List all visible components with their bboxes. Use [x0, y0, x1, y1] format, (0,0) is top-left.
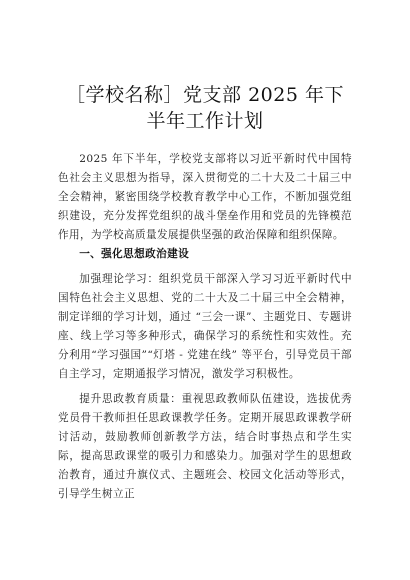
section1-paragraph-2: 提升思政教育质量：重视思政教师队伍建设，选拔优秀党员骨干教师担任思政课教学任务。定期开展思政课教学研讨活动，鼓励教师创新教学方法，结合时事热点和学生实际，提高思政课堂的吸引力和感染力。加强对学生的思想政治教育，通过升旗仪式、主题班会、校园文化活动等形式，引导学生树立正 [58, 393, 352, 500]
section-heading-1: 一、强化思想政治建设 [79, 248, 190, 260]
intro-paragraph: 2025 年下半年，学校党支部将以习近平新时代中国特色社会主义思想为指导，深入贯彻党的二十大及二十届三中全会精神，紧密围绕学校教育教学中心工作，不断加强党组织建设，充分发挥党组织的战斗堡垒作用和党员的先锋模范作用，为学校高质量发展提供坚强的政治保障和组织保障。 [58, 153, 352, 241]
section1-paragraph-1: 加强理论学习：组织党员干部深入学习习近平新时代中国特色社会主义思想、党的二十大及二十届三中全会精神，制定详细的学习计划，通过 “三会一课”、主题党日、专题讲座、线上学习等多种形式，确保学习的系统性和实效性。充分利用“学习强国”“灯塔 - 党建在线” 等平台，引导党员干部自主学习，定期通报学习情况，激发学习积极性。 [58, 273, 352, 380]
document-title: ［学校名称］党支部 2025 年下半年工作计划 [66, 84, 344, 132]
